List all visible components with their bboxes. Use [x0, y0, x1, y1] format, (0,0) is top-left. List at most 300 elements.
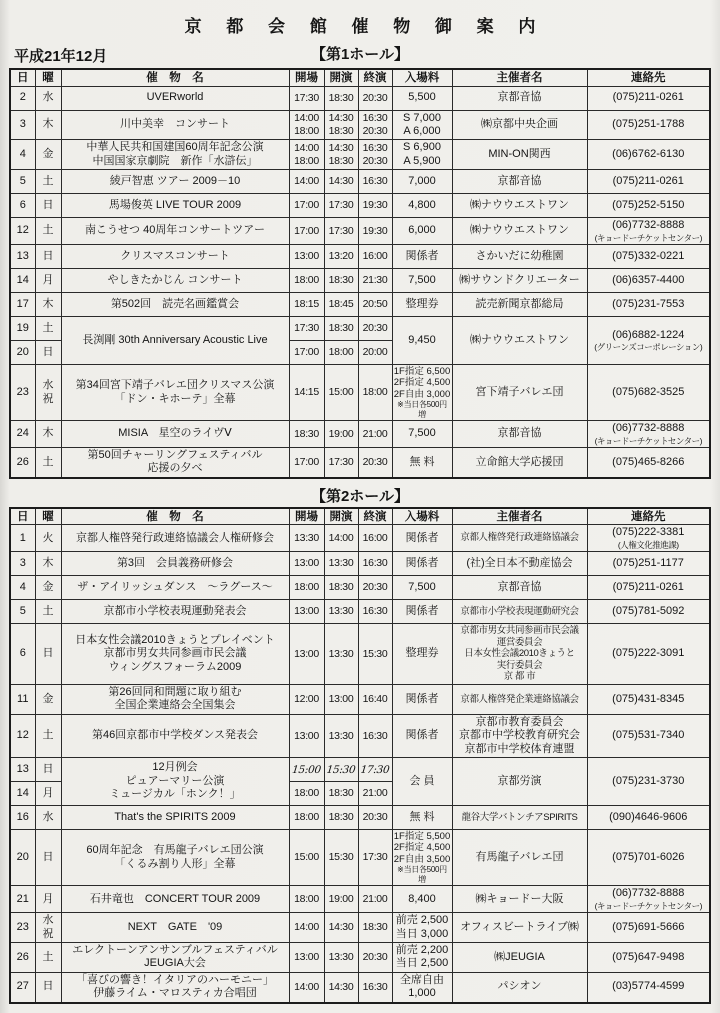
open-time-cell: 18:30: [289, 421, 324, 448]
organizer-cell: ㈱ナウウエストワン: [452, 194, 587, 218]
event-row: [10, 972, 710, 1002]
contact-cell: (06)6357-4400: [587, 268, 710, 292]
day-cell: 26: [10, 448, 35, 478]
event-name-cell: 第3回 会員義務研修会: [61, 552, 289, 576]
end-time-cell: 21:00: [358, 886, 392, 913]
event-name-cell: 馬場俊英 LIVE TOUR 2009: [61, 194, 289, 218]
event-name-cell: 第34回宮下靖子バレエ団クリスマス公演 「ドン・キホーテ」全幕: [61, 364, 289, 420]
end-time-cell: 16:30 20:30: [358, 110, 392, 140]
col-curtain-down: 終演: [358, 508, 392, 525]
end-time-cell: 16:40: [358, 684, 392, 714]
start-time-cell: 18:30: [324, 268, 358, 292]
start-time-cell: 15:00: [324, 364, 358, 420]
start-time-cell: 13:30: [324, 552, 358, 576]
event-row: [10, 268, 710, 292]
dow-cell: 日: [35, 830, 61, 886]
day-cell: 21: [10, 886, 35, 913]
end-time-cell: 21:00: [358, 421, 392, 448]
day-cell: 23: [10, 364, 35, 420]
event-name-cell: 「喜びの響き！イタリアのハーモニー」 伊藤ライム・マロスティカ合唱団: [61, 972, 289, 1002]
contact-cell: (075)252-5150: [587, 194, 710, 218]
event-row: [10, 364, 710, 420]
organizer-cell: 立命館大学応援団: [452, 448, 587, 478]
start-time-cell: 18:30: [324, 782, 358, 806]
open-time-cell: 13:00: [289, 942, 324, 972]
end-time-cell: 16:00: [358, 244, 392, 268]
start-time-cell: 14:30: [324, 972, 358, 1002]
dow-cell: 土: [35, 714, 61, 757]
day-cell: 12: [10, 218, 35, 245]
organizer-cell: 京都音協: [452, 576, 587, 600]
event-name-cell: 川中美幸 コンサート: [61, 110, 289, 140]
col-event-name: 催 物 名: [61, 69, 289, 86]
admission-cell: 7,500: [392, 421, 452, 448]
dow-cell: 月: [35, 782, 61, 806]
open-time-cell: 18:00: [289, 268, 324, 292]
event-name-cell: That's the SPIRITS 2009: [61, 806, 289, 830]
col-admission: 入場料: [392, 69, 452, 86]
subhead-row: [0, 43, 720, 67]
admission-cell: 無 料: [392, 806, 452, 830]
event-row: [10, 525, 710, 552]
end-time-cell: 18:30: [358, 913, 392, 943]
contact-cell: (075)251-1788: [587, 110, 710, 140]
event-name-cell: 中華人民共和国建国60周年記念公演 中国国家京劇院 新作「水滸伝」: [61, 140, 289, 170]
event-row: [10, 576, 710, 600]
day-cell: 24: [10, 421, 35, 448]
start-time-cell: 14:30: [324, 913, 358, 943]
open-time-cell: 14:00 18:00: [289, 110, 324, 140]
open-time-cell: 18:00: [289, 782, 324, 806]
admission-cell: 1F指定 6,500 2F指定 4,500 2F自由 3,000 ※当日各500円増: [392, 364, 452, 420]
start-time-cell: 19:00: [324, 421, 358, 448]
admission-cell: 1F指定 5,500 2F指定 4,500 2F自由 3,500 ※当日各500円増: [392, 830, 452, 886]
end-time-cell: 19:30: [358, 194, 392, 218]
start-time-cell: 18:45: [324, 292, 358, 316]
day-cell: 16: [10, 806, 35, 830]
col-doors-open: 開場: [289, 69, 324, 86]
contact-cell: (075)231-3730: [587, 758, 710, 806]
contact-cell: (075)211-0261: [587, 86, 710, 110]
admission-cell: 7,500: [392, 576, 452, 600]
event-row: [10, 244, 710, 268]
contact-cell: (06)6882-1224 (グリーンズコーポレーション): [587, 316, 710, 364]
contact-cell: (06)7732-8888 (キョードーチケットセンター): [587, 886, 710, 913]
organizer-cell: 京都音協: [452, 421, 587, 448]
dow-cell: 土: [35, 942, 61, 972]
event-name-cell: ザ・アイリッシュダンス ～ラグース～: [61, 576, 289, 600]
dow-cell: 日: [35, 624, 61, 685]
event-name-cell: NEXT GATE '09: [61, 913, 289, 943]
end-time-cell: 20:30: [358, 86, 392, 110]
dow-cell: 月: [35, 886, 61, 913]
day-cell: 20: [10, 340, 35, 364]
day-cell: 26: [10, 942, 35, 972]
admission-cell: 8,400: [392, 886, 452, 913]
day-cell: 6: [10, 194, 35, 218]
organizer-cell: ㈱ナウウエストワン: [452, 316, 587, 364]
page-title: 京 都 会 館 催 物 御 案 内: [184, 17, 546, 36]
open-time-cell: 17:00: [289, 194, 324, 218]
organizer-cell: 龍谷大学バトンチアSPIRITS: [452, 806, 587, 830]
end-time-cell: 15:30: [358, 624, 392, 685]
open-time-cell: 14:00: [289, 913, 324, 943]
start-time-cell: 18:30: [324, 576, 358, 600]
start-time-cell: 17:30: [324, 448, 358, 478]
contact-cell: (075)682-3525: [587, 364, 710, 420]
event-row: [10, 552, 710, 576]
start-time-cell: 13:00: [324, 684, 358, 714]
event-name-cell: クリスマスコンサート: [61, 244, 289, 268]
end-time-cell: 19:30: [358, 218, 392, 245]
event-row: [10, 140, 710, 170]
contact-cell: (075)781-5092: [587, 600, 710, 624]
dow-cell: 日: [35, 972, 61, 1002]
contact-cell: (03)5774-4599: [587, 972, 710, 1002]
dow-cell: 土: [35, 170, 61, 194]
organizer-cell: 京都音協: [452, 86, 587, 110]
event-name-cell: エレクトーンアンサンブルフェスティバル JEUGIA大会: [61, 942, 289, 972]
open-time-cell: 14:15: [289, 364, 324, 420]
open-time-cell: 14:00: [289, 170, 324, 194]
open-time-cell: 14:00 18:00: [289, 140, 324, 170]
organizer-cell: 京都人権啓発行政連絡協議会: [452, 525, 587, 552]
organizer-cell: 京都音協: [452, 170, 587, 194]
event-name-cell: 石井竜也 CONCERT TOUR 2009: [61, 886, 289, 913]
hall1-body: [10, 86, 710, 478]
date-label: 平成21年12月: [14, 48, 108, 65]
end-time-cell: 21:30: [358, 268, 392, 292]
dow-cell: 火: [35, 525, 61, 552]
day-cell: 3: [10, 110, 35, 140]
organizer-cell: ㈱ナウウエストワン: [452, 218, 587, 245]
contact-cell: (06)7732-8888 (キョードーチケットセンター): [587, 218, 710, 245]
admission-cell: S 7,000 A 6,000: [392, 110, 452, 140]
organizer-cell: パシオン: [452, 972, 587, 1002]
event-name-cell: UVERworld: [61, 86, 289, 110]
event-row: [10, 600, 710, 624]
admission-cell: 6,000: [392, 218, 452, 245]
start-time-cell: 13:20: [324, 244, 358, 268]
open-time-cell: 18:00: [289, 886, 324, 913]
admission-cell: 整理券: [392, 292, 452, 316]
dow-cell: 水: [35, 86, 61, 110]
hall2-title: 【第2ホール】: [310, 487, 410, 505]
contact-cell: (06)7732-8888 (キョードーチケットセンター): [587, 421, 710, 448]
col-event-name: 催 物 名: [61, 508, 289, 525]
admission-cell: 前売 2,200 当日 2,500: [392, 942, 452, 972]
organizer-cell: 京都市教育委員会 京都市中学校教育研究会 京都市中学校体育連盟: [452, 714, 587, 757]
col-dow: 曜: [35, 508, 61, 525]
event-row: [10, 448, 710, 478]
end-time-cell: 18:00: [358, 364, 392, 420]
end-time-cell: 20:50: [358, 292, 392, 316]
event-row: [10, 942, 710, 972]
end-time-cell: 16:30: [358, 972, 392, 1002]
open-time-cell: 18:00: [289, 806, 324, 830]
admission-cell: 7,000: [392, 170, 452, 194]
contact-cell: (075)647-9498: [587, 942, 710, 972]
dow-cell: 月: [35, 268, 61, 292]
end-time-cell: 16:30: [358, 714, 392, 757]
organizer-cell: 有馬龍子バレエ団: [452, 830, 587, 886]
organizer-cell: ㈱JEUGIA: [452, 942, 587, 972]
day-cell: 4: [10, 140, 35, 170]
hall2-table: [9, 507, 711, 1004]
col-day: 日: [10, 508, 35, 525]
organizer-cell: 宮下靖子バレエ団: [452, 364, 587, 420]
start-time-cell: 18:00: [324, 340, 358, 364]
event-row: [10, 624, 710, 685]
admission-cell: 5,500: [392, 86, 452, 110]
event-row: [10, 316, 710, 340]
dow-cell: 日: [35, 340, 61, 364]
open-time-cell: 18:00: [289, 576, 324, 600]
organizer-cell: ㈱キョードー大阪: [452, 886, 587, 913]
col-curtain-up: 開演: [324, 508, 358, 525]
day-cell: 2: [10, 86, 35, 110]
contact-cell: (075)531-7340: [587, 714, 710, 757]
day-cell: 19: [10, 316, 35, 340]
day-cell: 14: [10, 268, 35, 292]
hall2-head: [0, 485, 720, 506]
admission-cell: 関係者: [392, 714, 452, 757]
event-row: [10, 194, 710, 218]
open-time-cell: 13:00: [289, 624, 324, 685]
end-time-cell: 16:30: [358, 552, 392, 576]
start-time-cell: 17:30: [324, 218, 358, 245]
end-time-cell: 17:30: [358, 830, 392, 886]
event-name-cell: 12月例会 ピュアーマリー公演 ミュージカル「ホンク！」: [61, 758, 289, 806]
start-time-cell: 13:30: [324, 714, 358, 757]
contact-cell: (075)211-0261: [587, 170, 710, 194]
organizer-cell: (社)全日本不動産協会: [452, 552, 587, 576]
event-row: [10, 292, 710, 316]
event-name-cell: やしきたかじん コンサート: [61, 268, 289, 292]
day-cell: 17: [10, 292, 35, 316]
event-name-cell: 第502回 読売名画鑑賞会: [61, 292, 289, 316]
contact-cell: (090)4646-9606: [587, 806, 710, 830]
open-time-cell: 12:00: [289, 684, 324, 714]
dow-cell: 木: [35, 292, 61, 316]
start-time-cell: 14:30 18:30: [324, 140, 358, 170]
col-contact: 連絡先: [587, 508, 710, 525]
dow-cell: 土: [35, 600, 61, 624]
end-time-cell: 16:30: [358, 170, 392, 194]
dow-cell: 土: [35, 316, 61, 340]
dow-cell: 土: [35, 218, 61, 245]
open-time-cell: 15:00: [288, 758, 326, 782]
end-time-cell: 17:30: [357, 758, 394, 782]
contact-cell: (075)332-0221: [587, 244, 710, 268]
open-time-cell: 13:00: [289, 244, 324, 268]
col-doors-open: 開場: [289, 508, 324, 525]
dow-cell: 土: [35, 448, 61, 478]
organizer-cell: 京都市男女共同参画市民会議 運営委員会 日本女性会議2010きょうと 実行委員会 京 都 市: [452, 624, 587, 685]
event-name-cell: 南こうせつ 40周年コンサートツアー: [61, 218, 289, 245]
event-row: [10, 758, 710, 782]
start-time-cell: 14:00: [324, 525, 358, 552]
day-cell: 5: [10, 600, 35, 624]
start-time-cell: 13:30: [324, 942, 358, 972]
col-contact: 連絡先: [587, 69, 710, 86]
col-curtain-down: 終演: [358, 69, 392, 86]
day-cell: 13: [10, 758, 35, 782]
open-time-cell: 17:00: [289, 340, 324, 364]
col-curtain-up: 開演: [324, 69, 358, 86]
dow-cell: 金: [35, 140, 61, 170]
end-time-cell: 20:30: [358, 576, 392, 600]
start-time-cell: 18:30: [324, 806, 358, 830]
day-cell: 27: [10, 972, 35, 1002]
organizer-cell: 京都労演: [452, 758, 587, 806]
event-name-cell: 京都人権啓発行政連絡協議会人権研修会: [61, 525, 289, 552]
event-row: [10, 86, 710, 110]
event-name-cell: 60周年記念 有馬龍子バレエ団公演 「くるみ割り人形」全幕: [61, 830, 289, 886]
dow-cell: 水 祝: [35, 364, 61, 420]
admission-cell: 7,500: [392, 268, 452, 292]
start-time-cell: 13:30: [324, 600, 358, 624]
open-time-cell: 13:00: [289, 552, 324, 576]
day-cell: 12: [10, 714, 35, 757]
end-time-cell: 16:30 20:30: [358, 140, 392, 170]
admission-cell: 関係者: [392, 552, 452, 576]
day-cell: 1: [10, 525, 35, 552]
start-time-cell: 19:00: [324, 886, 358, 913]
event-name-cell: 第26回同和問題に取り組む 全国企業連絡会全国集会: [61, 684, 289, 714]
start-time-cell: 14:30: [324, 170, 358, 194]
col-organizer: 主催者名: [452, 508, 587, 525]
organizer-cell: ㈱京都中央企画: [452, 110, 587, 140]
day-cell: 23: [10, 913, 35, 943]
col-dow: 曜: [35, 69, 61, 86]
open-time-cell: 17:30: [289, 86, 324, 110]
contact-cell: (06)6762-6130: [587, 140, 710, 170]
admission-cell: S 6,900 A 5,900: [392, 140, 452, 170]
start-time-cell: 15:30: [324, 830, 358, 886]
start-time-cell: 14:30 18:30: [324, 110, 358, 140]
organizer-cell: さかいだに幼稚園: [452, 244, 587, 268]
admission-cell: 関係者: [392, 684, 452, 714]
event-name-cell: 日本女性会議2010きょうとプレイベント 京都市男女共同参画市民会議 ウィングスフォーラム2009: [61, 624, 289, 685]
start-time-cell: 18:30: [324, 316, 358, 340]
day-cell: 4: [10, 576, 35, 600]
col-day: 日: [10, 69, 35, 86]
dow-cell: 木: [35, 421, 61, 448]
start-time-cell: 17:30: [324, 194, 358, 218]
dow-cell: 日: [35, 194, 61, 218]
day-cell: 20: [10, 830, 35, 886]
organizer-cell: 京都人権啓発企業連絡協議会: [452, 684, 587, 714]
admission-cell: 関係者: [392, 600, 452, 624]
organizer-cell: 京都市小学校表現運動研究会: [452, 600, 587, 624]
contact-cell: (075)231-7553: [587, 292, 710, 316]
dow-cell: 木: [35, 110, 61, 140]
start-time-cell: 18:30: [324, 86, 358, 110]
day-cell: 13: [10, 244, 35, 268]
dow-cell: 水: [35, 806, 61, 830]
contact-cell: (075)431-8345: [587, 684, 710, 714]
event-name-cell: 綾戸智恵 ツアー 2009－10: [61, 170, 289, 194]
col-organizer: 主催者名: [452, 69, 587, 86]
admission-cell: 全席自由 1,000: [392, 972, 452, 1002]
admission-cell: 前売 2,500 当日 3,000: [392, 913, 452, 943]
admission-cell: 4,800: [392, 194, 452, 218]
contact-cell: (075)465-8266: [587, 448, 710, 478]
day-cell: 14: [10, 782, 35, 806]
end-time-cell: 20:30: [358, 942, 392, 972]
open-time-cell: 13:00: [289, 600, 324, 624]
contact-cell: (075)251-1177: [587, 552, 710, 576]
open-time-cell: 14:00: [289, 972, 324, 1002]
open-time-cell: 13:30: [289, 525, 324, 552]
contact-cell: (075)222-3091: [587, 624, 710, 685]
open-time-cell: 17:30: [289, 316, 324, 340]
dow-cell: 木: [35, 552, 61, 576]
dow-cell: 水 祝: [35, 913, 61, 943]
admission-cell: 整理券: [392, 624, 452, 685]
organizer-cell: オフィスビートライブ㈱: [452, 913, 587, 943]
contact-cell: (075)222-3381 (人権文化推進課): [587, 525, 710, 552]
admission-cell: 関係者: [392, 244, 452, 268]
day-cell: 3: [10, 552, 35, 576]
event-name-cell: 第50回チャーリングフェスティバル 応援の夕べ: [61, 448, 289, 478]
end-time-cell: 20:00: [358, 340, 392, 364]
col-admission: 入場料: [392, 508, 452, 525]
start-time-cell: 13:30: [324, 624, 358, 685]
end-time-cell: 20:30: [358, 806, 392, 830]
dow-cell: 金: [35, 684, 61, 714]
dow-cell: 日: [35, 244, 61, 268]
end-time-cell: 16:00: [358, 525, 392, 552]
event-name-cell: MISIA 星空のライヴⅤ: [61, 421, 289, 448]
event-name-cell: 京都市小学校表現運動発表会: [61, 600, 289, 624]
admission-cell: 会 員: [392, 758, 452, 806]
event-name-cell: 長渕剛 30th Anniversary Acoustic Live: [61, 316, 289, 364]
event-row: [10, 110, 710, 140]
event-name-cell: 第46回京都市中学校ダンス発表会: [61, 714, 289, 757]
event-row: [10, 913, 710, 943]
contact-cell: (075)701-6026: [587, 830, 710, 886]
hall1-title: 【第1ホール】: [310, 46, 410, 63]
end-time-cell: 20:30: [358, 316, 392, 340]
hall2-header-row: [10, 508, 710, 525]
organizer-cell: 読売新聞京都総局: [452, 292, 587, 316]
hall1-header-row: [10, 69, 710, 86]
event-row: [10, 714, 710, 757]
open-time-cell: 13:00: [289, 714, 324, 757]
hall1-table: [9, 68, 711, 479]
open-time-cell: 15:00: [289, 830, 324, 886]
open-time-cell: 17:00: [289, 218, 324, 245]
end-time-cell: 20:30: [358, 448, 392, 478]
event-row: [10, 886, 710, 913]
organizer-cell: ㈱サウンドクリエーター: [452, 268, 587, 292]
event-row: [10, 806, 710, 830]
event-row: [10, 421, 710, 448]
admission-cell: 関係者: [392, 525, 452, 552]
start-time-cell: 15:30: [323, 758, 360, 782]
open-time-cell: 18:15: [289, 292, 324, 316]
day-cell: 5: [10, 170, 35, 194]
admission-cell: 無 料: [392, 448, 452, 478]
dow-cell: 金: [35, 576, 61, 600]
event-row: [10, 830, 710, 886]
hall2-body: [10, 525, 710, 1003]
day-cell: 11: [10, 684, 35, 714]
event-row: [10, 684, 710, 714]
admission-cell: 9,450: [392, 316, 452, 364]
